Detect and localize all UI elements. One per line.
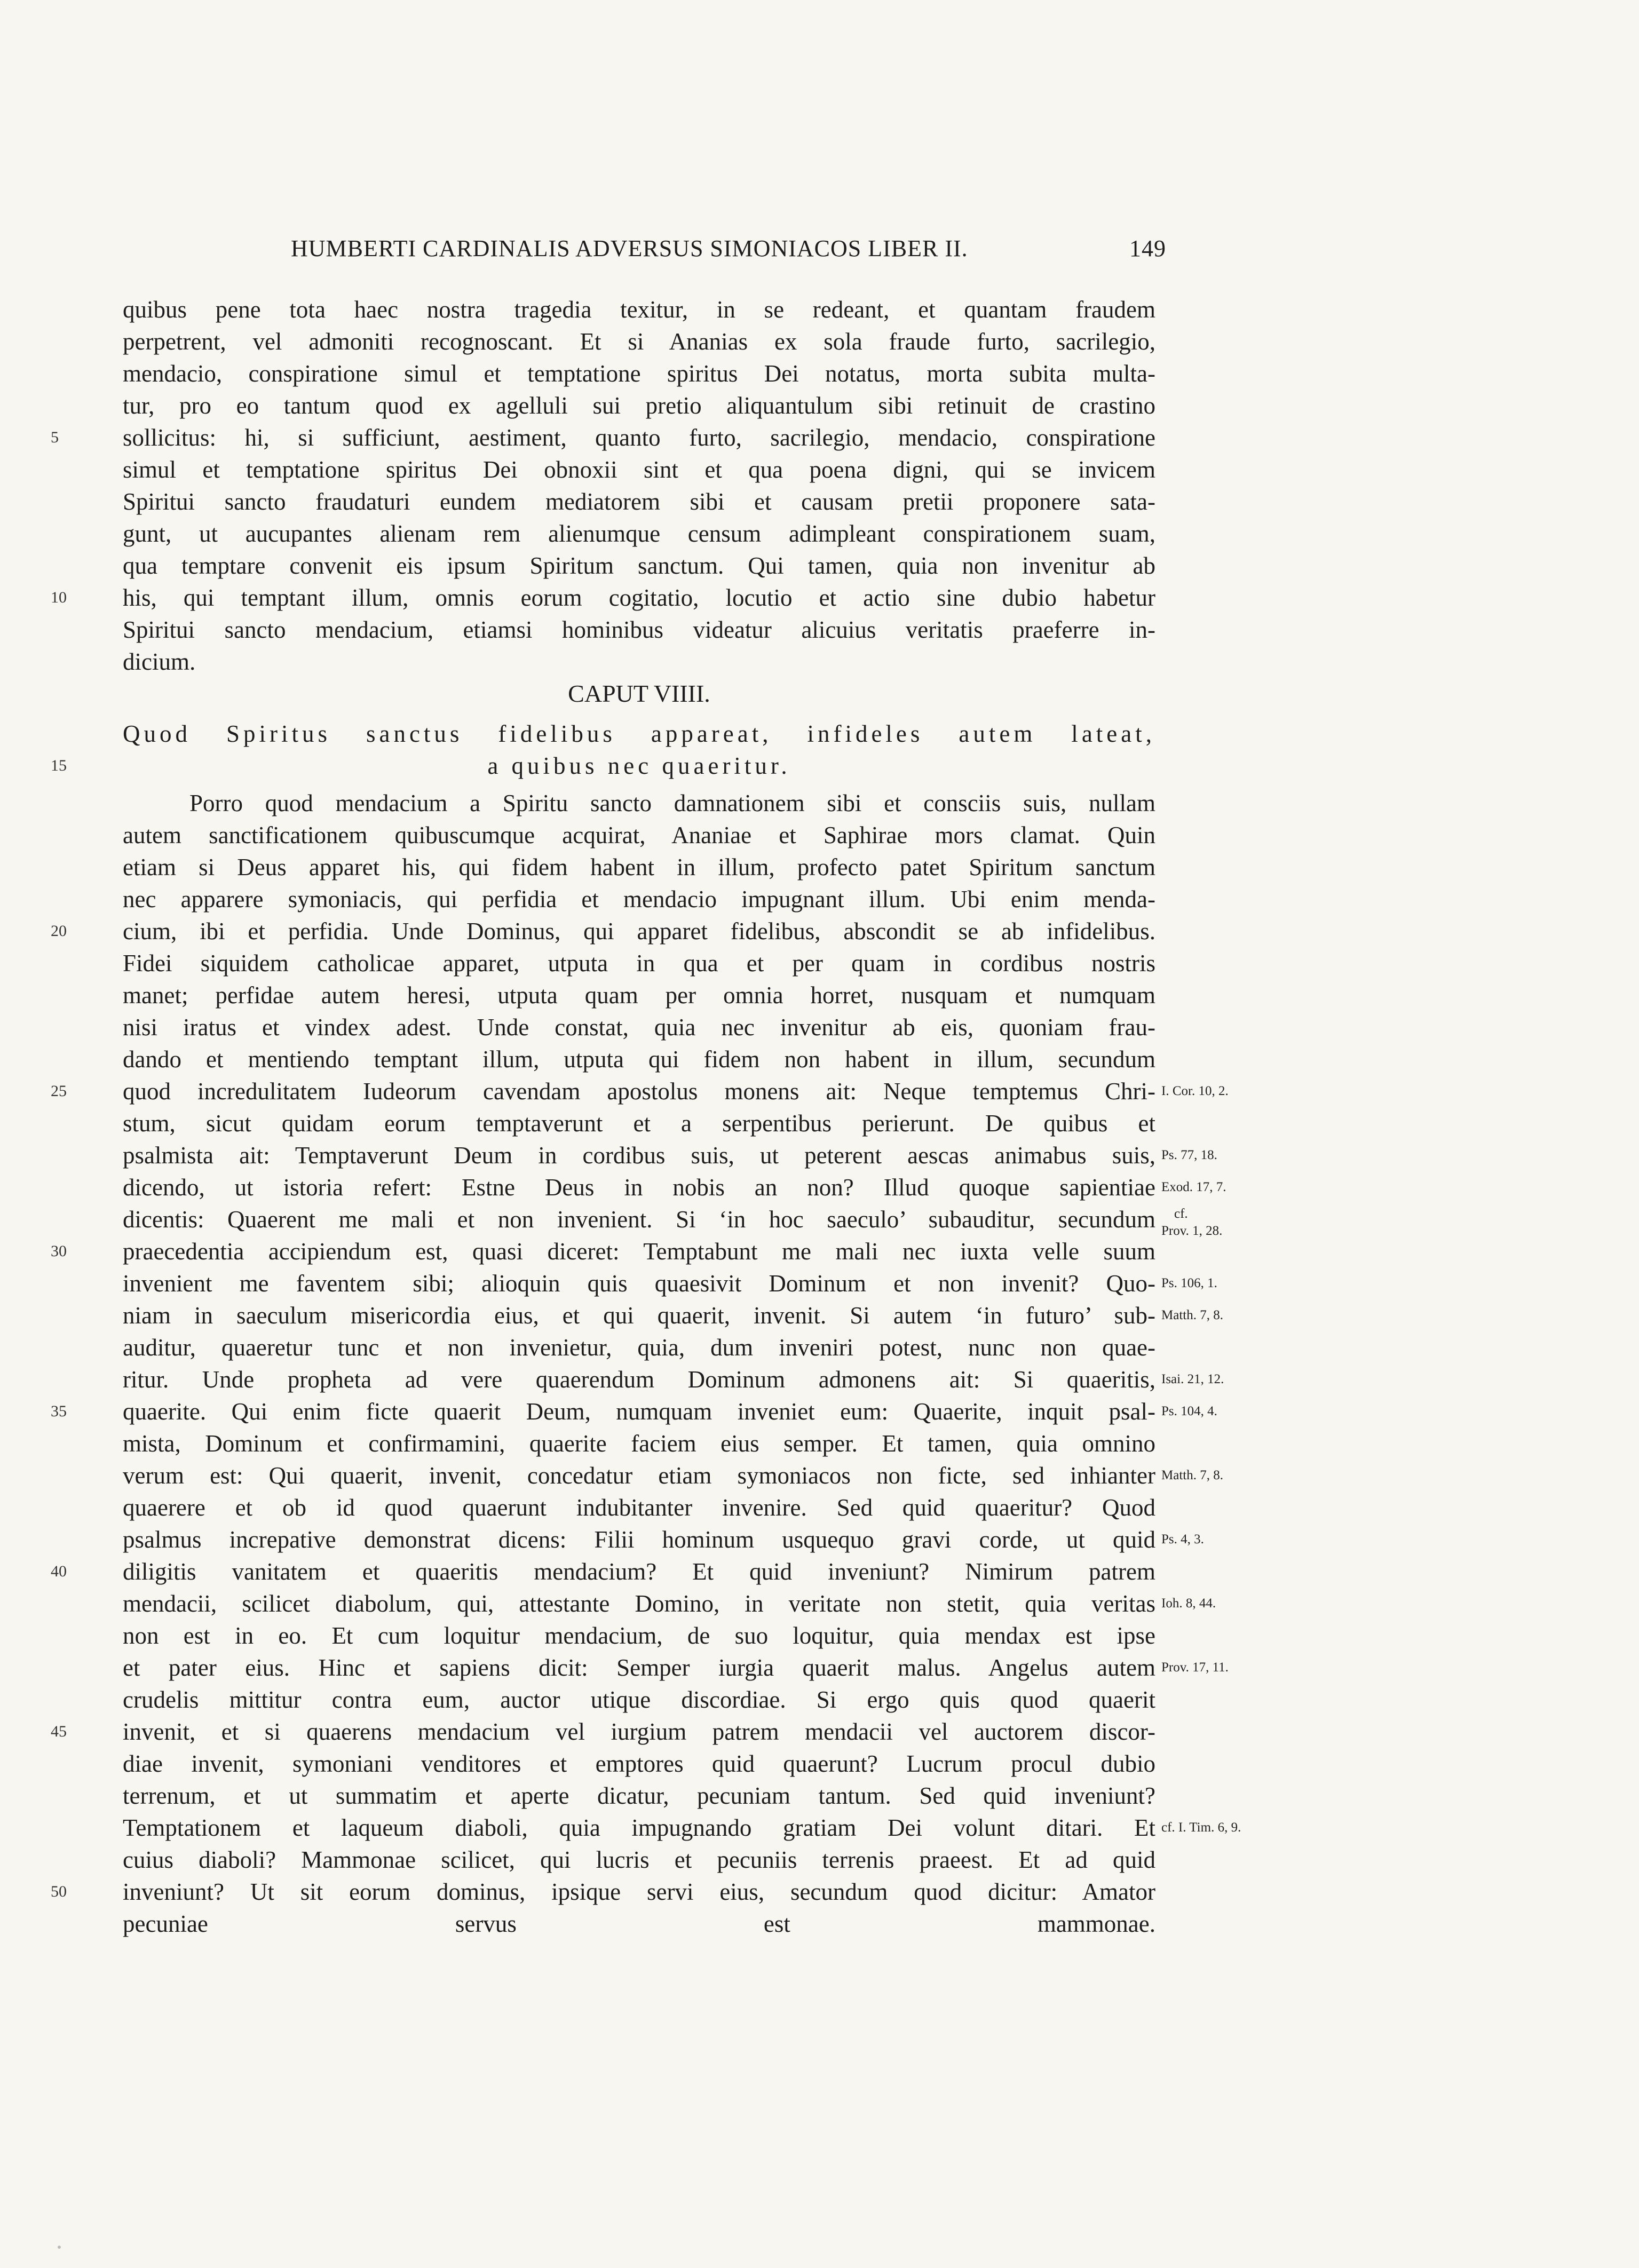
chapter-summary-line: a quibus nec quaeritur. — [487, 752, 791, 779]
text-line: cuius diaboli? Mammonae scilicet, qui lucris et pecuniis terrenis praeest. Et ad quid — [123, 1846, 1155, 1873]
text-line: pecuniae servus est mammonae. — [123, 1910, 1155, 1937]
line-number: 50 — [51, 1883, 67, 1900]
text-line: mendacio, conspiratione simul et temptatione spiritus Dei notatus, morta subita multa- — [123, 360, 1155, 387]
text-line: invenient me faventem sibi; alioquin quis quaesivit Dominum et non invenit? Quo- — [123, 1270, 1155, 1297]
marginal-note: Exod. 17, 7. — [1161, 1180, 1226, 1194]
text-line: inveniunt? Ut sit eorum dominus, ipsique servi eius, secundum quod dicitur: Amator — [123, 1878, 1155, 1905]
text-line: praecedentia accipiendum est, quasi diceret: Temptabunt me mali nec iuxta velle suum — [123, 1238, 1155, 1265]
marginal-note: Ioh. 8, 44. — [1161, 1596, 1216, 1611]
text-line: diae invenit, symoniani venditores et emptores quid quaerunt? Lucrum procul dubio — [123, 1750, 1155, 1777]
text-line: Spiritui sancto mendacium, etiamsi hominibus videatur alicuius veritatis praeferre in- — [123, 616, 1155, 643]
line-number: 5 — [51, 429, 59, 446]
text-line: Spiritui sancto fraudaturi eundem mediatorem sibi et causam pretii proponere sata- — [123, 488, 1155, 515]
text-line: auditur, quaeretur tunc et non invenietur, quia, dum inveniri potest, nunc non quae- — [123, 1334, 1155, 1361]
text-line: diligitis vanitatem et quaeritis mendacium? Et quid inveniunt? Nimirum patrem — [123, 1558, 1155, 1585]
text-line: non est in eo. Et cum loquitur mendacium, de suo loquitur, quia mendax est ipse — [123, 1622, 1155, 1649]
text-line: Fidei siquidem catholicae apparet, utputa in qua et per quam in cordibus nostris — [123, 950, 1155, 977]
text-line: invenit, et si quaerens mendacium vel iurgium patrem mendacii vel auctorem discor- — [123, 1718, 1155, 1745]
text-line: Porro quod mendacium a Spiritu sancto damnationem sibi et consciis suis, nullam — [189, 790, 1155, 816]
marginal-note: Prov. 1, 28. — [1161, 1224, 1223, 1238]
text-line: quaerere et ob id quod quaerunt indubitanter invenire. Sed quid quaeritur? Quod — [123, 1494, 1155, 1521]
chapter-summary-line: Quod Spiritus sanctus fidelibus appareat, infideles autem lateat, — [123, 720, 1155, 747]
text-line: autem sanctificationem quibuscumque acquirat, Ananiae et Saphirae mors clamat. Quin — [123, 822, 1155, 848]
text-line: gunt, ut aucupantes alienam rem alienumque censum adimpleant conspirationem suam, — [123, 520, 1155, 547]
marginal-note: Ps. 77, 18. — [1161, 1148, 1217, 1162]
marginal-note: cf. I. Tim. 6, 9. — [1161, 1820, 1241, 1835]
text-line: dicium. — [123, 648, 196, 675]
text-line: dicendo, ut istoria refert: Estne Deus in nobis an non? Illud quoque sapientiae — [123, 1174, 1155, 1201]
text-line: niam in saeculum misericordia eius, et qui quaerit, invenit. Si autem ‘in futuro’ sub- — [123, 1302, 1155, 1329]
marginal-note: Isai. 21, 12. — [1161, 1372, 1224, 1386]
text-line — [123, 1940, 1155, 1972]
marginal-note: I. Cor. 10, 2. — [1161, 1084, 1229, 1098]
text-line: ritur. Unde propheta ad vere quaerendum Dominum admonens ait: Si quaeritis, — [123, 1366, 1155, 1393]
text-line: quaerite. Qui enim ficte quaerit Deum, numquam inveniet eum: Quaerite, inquit psal- — [123, 1398, 1155, 1425]
line-number: 45 — [51, 1723, 67, 1740]
text-line: manet; perfidae autem heresi, utputa quam per omnia horret, nusquam et numquam — [123, 982, 1155, 1009]
text-line: tur, pro eo tantum quod ex agelluli sui pretio aliquantulum sibi retinuit de crastino — [123, 392, 1155, 419]
text-line: psalmista ait: Temptaverunt Deum in cordibus suis, ut peterent aescas animabus suis, — [123, 1142, 1155, 1169]
text-line: mendacii, scilicet diabolum, qui, attestante Domino, in veritate non stetit, quia veritas — [123, 1590, 1155, 1617]
text-line: qua temptare convenit eis ipsum Spiritum sanctum. Qui tamen, quia non invenitur ab — [123, 552, 1155, 579]
marginal-note: Matth. 7, 8. — [1161, 1308, 1223, 1322]
text-line: quod incredulitatem Iudeorum cavendam apostolus monens ait: Neque temptemus Chri- — [123, 1078, 1155, 1105]
line-number: 35 — [51, 1402, 67, 1420]
line-number: 30 — [51, 1242, 67, 1260]
line-number: 40 — [51, 1563, 67, 1580]
text-line: et pater eius. Hinc et sapiens dicit: Semper iurgia quaerit malus. Angelus autem — [123, 1654, 1155, 1681]
text-line: verum est: Qui quaerit, invenit, concedatur etiam symoniacos non ficte, sed inhianter — [123, 1462, 1155, 1489]
text-line: psalmus increpative demonstrat dicens: Filii hominum usquequo gravi corde, ut quid — [123, 1526, 1155, 1553]
line-number: 15 — [51, 757, 67, 774]
text-line: perpetrent, vel admoniti recognoscant. Et si Ananias ex sola fraude furto, sacrilegio, — [123, 328, 1155, 355]
text-line: crudelis mittitur contra eum, auctor utique discordiae. Si ergo quis quod quaerit — [123, 1686, 1155, 1713]
marginal-note: Matth. 7, 8. — [1161, 1468, 1223, 1482]
text-line: cium, ibi et perfidia. Unde Dominus, qui apparet fidelibus, abscondit se ab infidelibus. — [123, 918, 1155, 945]
text-line: quibus pene tota haec nostra tragedia texitur, in se redeant, et quantam fraudem — [123, 296, 1155, 323]
text-line: nec apparere symoniacis, qui perfidia et mendacio impugnant illum. Ubi enim menda- — [123, 886, 1155, 913]
text-line: sollicitus: hi, si sufficiunt, aestiment, quanto furto, sacrilegio, mendacio, conspiratione — [123, 424, 1155, 451]
marginal-note: Prov. 17, 11. — [1161, 1660, 1229, 1675]
paper-speck — [58, 2246, 61, 2249]
text-line: mista, Dominum et confirmamini, quaerite faciem eius semper. Et tamen, quia omnino — [123, 1430, 1155, 1457]
marginal-note: cf. — [1174, 1207, 1188, 1221]
chapter-title: CAPUT VIIII. — [568, 680, 710, 707]
line-number: 10 — [51, 589, 67, 606]
line-number: 20 — [51, 922, 67, 940]
marginal-note: Ps. 104, 4. — [1161, 1404, 1217, 1418]
text-line: etiam si Deus apparet his, qui fidem habent in illum, profecto patet Spiritum sanctum — [123, 854, 1155, 881]
running-title: HUMBERTI CARDINALIS ADVERSUS SIMONIACOS LIBER II. — [291, 235, 968, 261]
marginal-note: Ps. 4, 3. — [1161, 1532, 1204, 1547]
text-line: terrenum, et ut summatim et aperte dicatur, pecuniam tantum. Sed quid inveniunt? — [123, 1782, 1155, 1809]
text-line: simul et temptatione spiritus Dei obnoxii sint et qua poena digni, qui se invicem — [123, 456, 1155, 483]
text-line: nisi iratus et vindex adest. Unde constat, quia nec invenitur ab eis, quoniam frau- — [123, 1014, 1155, 1041]
text-line: stum, sicut quidam eorum temptaverunt et a serpentibus perierunt. De quibus et — [123, 1110, 1155, 1137]
text-line: Temptationem et laqueum diaboli, quia impugnando gratiam Dei volunt ditari. Et — [123, 1814, 1155, 1841]
text-line: dicentis: Quaerent me mali et non invenient. Si ‘in hoc saeculo’ subauditur, secundum — [123, 1206, 1155, 1233]
line-number: 25 — [51, 1082, 67, 1100]
text-line: dando et mentiendo temptant illum, utputa qui fidem non habent in illum, secundum — [123, 1046, 1155, 1073]
marginal-note: Ps. 106, 1. — [1161, 1276, 1217, 1290]
page-number: 149 — [1129, 235, 1166, 261]
text-line: his, qui temptant illum, omnis eorum cogitatio, locutio et actio sine dubio habetur — [123, 584, 1155, 611]
